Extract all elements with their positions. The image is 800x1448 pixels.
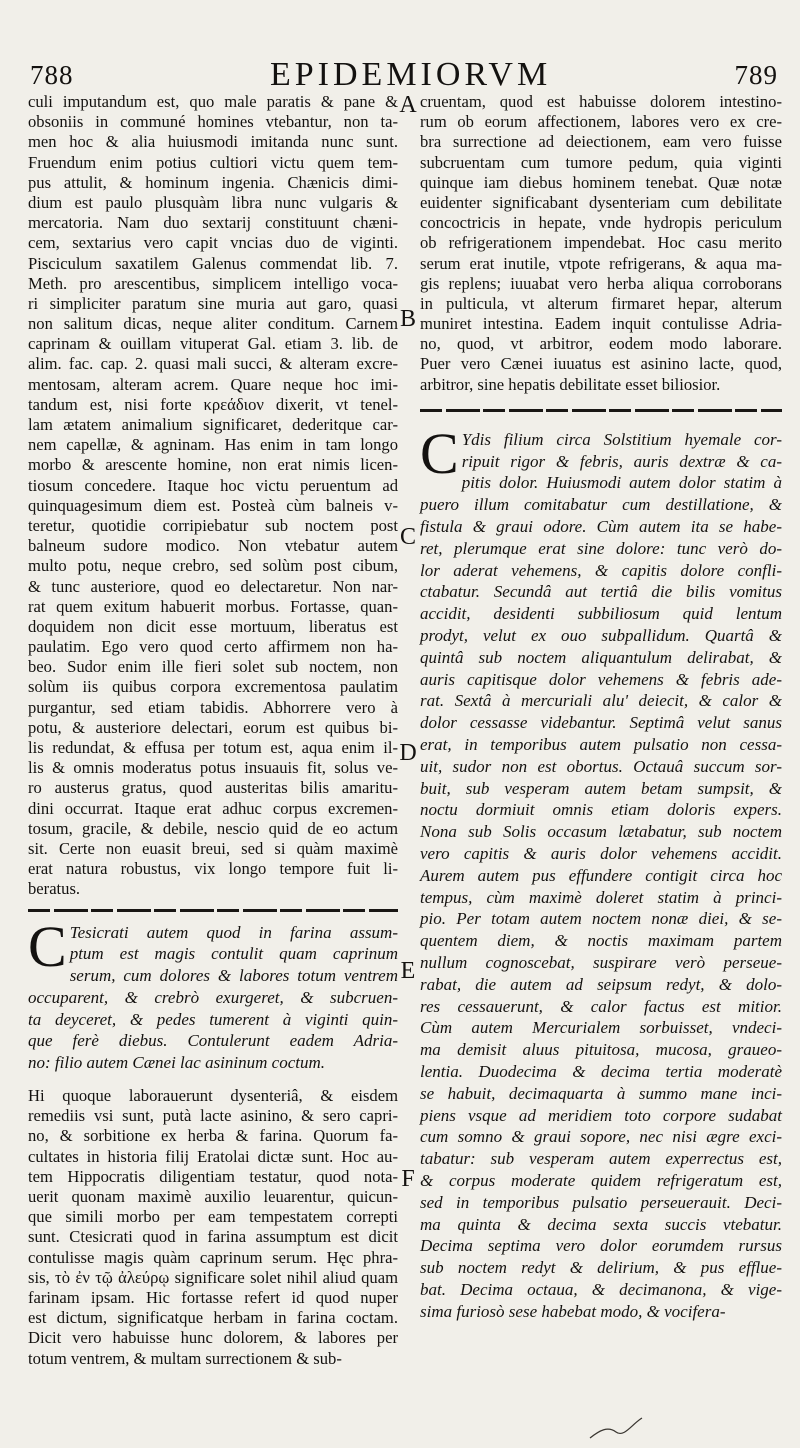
text-line: no, & sorbitione ex herba & farina. Quorum fa- (28, 1126, 398, 1146)
text-line: Decima septima vero dolor eorumdem rursus (420, 1236, 782, 1256)
text-line: doquidem non dicit esse mortuum, liberatus est (28, 616, 398, 636)
text-line: obsoniis in communé homines vtebantur, non ta- (28, 112, 398, 132)
text-line: Aurem autem pus effundere contigit circa hoc (420, 865, 782, 885)
text-line: uit, sudor non est obortus. Octauâ succum sor- (420, 756, 782, 776)
text-line: in pulticula, vt alterum firmaret hepar, alterum (420, 293, 782, 313)
section-divider (28, 900, 398, 922)
text-line: totum ventrem, & multam surrectionem & sub- (28, 1348, 342, 1368)
running-header (30, 56, 778, 96)
text-line: ob refrigerationem impendebat. Hoc casu merito (420, 233, 782, 253)
text-line: erat natura robustus, vix longo tempore fuit li- (28, 859, 398, 879)
text-line: Pisciculum saxatilem Galenus commendat lib. 7. (28, 253, 398, 273)
text-line: euidenter significabant dysenteriam cum debilitate (420, 192, 782, 212)
text-line: no, quod, vt arbitror, eodem modo laborare. (420, 334, 782, 354)
page-number-right: 789 (734, 60, 778, 90)
text-line: sit. Certe non euasit breui, sed si quàm maximè (28, 838, 398, 858)
text-line: no: filio autem Cænei lac asininum coctum. (28, 1053, 325, 1073)
text-line: sima furiosò sese habebat modo, & vocifera- (420, 1301, 726, 1321)
text-line: uerit quonam maximè auxilio leuarentur, quicun- (28, 1187, 398, 1207)
text-line: tabatur: sub vesperam autem experrectus est, (420, 1149, 782, 1169)
text-line: & tunc austeriore, quod eo delectaretur. Non nar- (28, 576, 398, 596)
text-line: alim. fac. cap. 2. quasi mali succi, & alteram excre- (28, 354, 398, 374)
text-line: accidit, desidenti subbiliosum quid lentum (420, 604, 782, 624)
text-line: occuparent, & crebrò exurgeret, & subcruen- (28, 987, 398, 1007)
text-line: tosum, gracile, & debile, nescio quid de eo actum (28, 818, 398, 838)
text-line: Ydis filium circa Solstitium hyemale cor- (461, 429, 782, 449)
text-line: res cessauerunt, & calor factus est mitior. (420, 996, 782, 1016)
text-line: ripuit rigor & febris, auris dextræ & ca- (461, 451, 782, 471)
text-line: Nona sub Solis occasum lætabatur, sub noctem (420, 822, 782, 842)
text-line: ta deyceret, & pedes tumerent à viginti quin- (28, 1009, 398, 1029)
text-line: contulisse magis quàm caprinum serum. Hęc phra- (28, 1247, 398, 1267)
text-line: tandum est, nisi forte κρεάδιον dixerit, vt tenel- (28, 394, 398, 414)
text-line: Hi quoque laborauerunt dysenteriâ, & eisdem (28, 1086, 398, 1106)
text-line: ptum est magis contulit quam caprinum (69, 944, 398, 964)
page-number-left: 788 (30, 60, 74, 90)
text-line: ro austerus gratus, quod austeritas bilis amaritu- (28, 778, 398, 798)
text-line: ma quinta & decima sexta succis vtebatur. (420, 1214, 782, 1234)
text-line: lentia. Duodecima & decima tertia moderatè (420, 1061, 782, 1081)
text-line: bat. Decima octaua, & decimanona, & vige- (420, 1279, 782, 1299)
text-line: solùm iis quibus corpora excrementosa paulatim (28, 677, 398, 697)
text-line: beratus. (28, 879, 81, 899)
text-line: quinque iam diebus hominem tenebat. Quæ notæ (420, 172, 782, 192)
text-line: concoctricis in hepate, vnde hydropis periculum (420, 213, 782, 233)
text-line: buit, sub vesperam autem betam sumpsit, & (420, 778, 782, 798)
text-line: noctu dormiuit omnis etiam doloris expers. (420, 800, 782, 820)
text-line: lis & omnis moderatus potus insuauis fit, solus ve- (28, 758, 398, 778)
text-line: ma demisit aluus pituitosa, mucosa, graueo- (420, 1040, 782, 1060)
text-line: rum ob eorum affectionem, labores vero ex cre- (420, 112, 782, 132)
drop-cap: C (28, 913, 67, 979)
margin-letter-e: E (400, 958, 416, 984)
text-line: ctabatur. Secundâ aut tertiâ die bilis vomitus (420, 582, 782, 602)
text-line: teretur, quotidie corripiebatur sub noctem post (28, 515, 398, 535)
text-line: se habuit, decimaquarta à summo mane inci- (420, 1083, 782, 1103)
text-line: farinam ipsam. Hic fortasse refert id quod nuper (28, 1287, 398, 1307)
text-line: erat, in temporibus autem pulsatio non cessa- (420, 734, 782, 754)
text-line: bra surrectione ad deiectionem, eam vero fuisse (420, 132, 782, 152)
text-line: sub noctem redyt & delirium, & pus effluе- (420, 1258, 782, 1278)
hippocrates-text (420, 420, 782, 1323)
text-line: Cùm autem Mercurialem sorbuisset, vndeci- (420, 1018, 782, 1038)
text-line: tempus, cùm maximè doleret statim à princi- (420, 887, 782, 907)
text-line: beo. Sudor enim ille fieri solet sub noctem, non (28, 657, 398, 677)
text-line: tiosum concedere. Itaque hoc victu peruentum ad (28, 475, 398, 495)
text-line: pus attulit, & hominum ingenia. Chænicis dimi- (28, 172, 398, 192)
text-line: cruentam, quod est habuisse dolorem intestino- (420, 92, 782, 111)
text-line: dini occurrat. Itaque erat adhuc corpus excremen- (28, 798, 398, 818)
section-divider (420, 395, 782, 429)
commentary-paragraph (420, 92, 782, 395)
margin-letter-c: C (399, 524, 416, 550)
text-line: serum, cum dolores & labores totum ventrem (69, 966, 398, 986)
text-line: purgantur, sed etiam tabidis. Abhorrere vero à (28, 697, 398, 717)
commentary-paragraph (28, 1086, 398, 1369)
text-line: rat quem exitum habuerit morbus. Fortasse, quan- (28, 596, 398, 616)
text-line: nullum cognoscebat, suspirare verò perseue- (420, 952, 782, 972)
text-line: Tesicrati autem quod in farina assum- (69, 922, 398, 942)
right-column (420, 92, 782, 1322)
text-line: quinquagesimum diem est. Posteà cùm balneis v- (28, 495, 398, 515)
text-line: sunt. Ctesicrati quod in farina assumptum est dicit (28, 1227, 398, 1247)
text-line: pitis dolor. Huiusmodi autem dolor statim à (461, 473, 782, 493)
text-line: multo potu, neque crebro, sed solùm post cibum, (28, 556, 398, 576)
text-line: vero capitis & auris dolor vehemens accidit. (420, 843, 782, 863)
text-line: cem, sextarius vero capit vncias duo de viginti. (28, 233, 398, 253)
text-line: pio. Per totam autem noctem nonæ diei, & se- (420, 909, 782, 929)
text-line: dolor cessasse videbantur. Septimâ velut sanus (420, 713, 782, 733)
margin-letter-b: B (399, 306, 416, 332)
text-line: caprinam & ouillam vituperat Gal. etiam 3. lib. de (28, 334, 398, 354)
text-line: & corpus moderate quidem refrigeratum est, (420, 1170, 782, 1190)
text-line: prodyt, velut ex ouo subpallidum. Quartâ & (420, 625, 782, 645)
text-line: muniret intestina. Eadem inquit contulisse Adria- (420, 314, 782, 334)
left-column (28, 92, 398, 1369)
text-line: sis, τὸ ἐν τῷ ἀλεύρῳ significare solet nihil aliud quam (28, 1267, 398, 1287)
text-line: mercatoria. Nam duo sextarij constituunt chæni- (28, 213, 398, 233)
ink-mark (586, 1412, 646, 1442)
text-line: ri simpliciter paratum sine muria aut garo, quasi (28, 293, 398, 313)
text-line: puero illum comitabatur cum destillatione, & (420, 495, 782, 515)
text-line: morbo & arescente homine, non erat nimis licen- (28, 455, 398, 475)
text-line: cultates in historia filij Eratolai dictæ sunt. Hoc au- (28, 1146, 398, 1166)
text-line: balneum sudore modico. Non vtebatur autem (28, 536, 398, 556)
text-line: est dictum, significatque herbam in farina coctam. (28, 1308, 398, 1328)
text-line: Meth. pro arescentibus, simplicem intelligo voca- (28, 273, 398, 293)
text-line: rat. Sextâ à mercuriali alu' deiecit, & calor & (420, 691, 782, 711)
commentary-paragraph (28, 92, 398, 900)
text-line: lor aderat vehemens, & capitis dolore confli- (420, 560, 782, 580)
text-line: paulatim. Ego vero quod certo affirmem non ha- (28, 637, 398, 657)
text-line: lam ætatem animalium significaret, dederitque car- (28, 415, 398, 434)
margin-letter-d: D (399, 740, 417, 766)
text-line: potu, & austeriore delectari, eorum est quibus bi- (28, 717, 398, 737)
text-line: sed in temporibus pulsatio perseuerauit. Deci- (420, 1192, 782, 1212)
text-line: men hoc & alia huiusmodi imitanda nunc sunt. (28, 132, 398, 152)
margin-letter-a: A (399, 92, 417, 118)
text-line: Puer vero Cænei iuuatus est asinino lacte, quod, (420, 354, 782, 374)
text-line: fistula & graui odore. Cùm autem ita se habe- (420, 517, 782, 536)
text-line: Fruendum enim potius cultiori victu quem tem- (28, 152, 398, 172)
text-line: que ferè diebus. Contulerunt eadem Adria- (28, 1031, 398, 1051)
text-line: lis redundat, & effusa per totum est, aqua enim il- (28, 738, 398, 757)
text-line: auris capitisque dolor vehemens & febris ade- (420, 669, 782, 689)
text-line: quintâ sub noctem aliquantulum delirabat, & (420, 647, 782, 667)
text-line: nem capellæ, & agninam. Has enim in tam longo (28, 435, 398, 455)
text-line: arbitror, sine hepatis debilitate esset biliosior. (420, 374, 721, 394)
text-line: culi imputandum est, quo male paratis & pane & (28, 92, 398, 111)
text-line: dium est paulo plusquàm libra nunc vulgaris & (28, 192, 398, 212)
text-line: non salitum dicas, neque aliter conditum. Carnem (28, 314, 398, 334)
text-line: tem Hippocratis diligentiam testatur, quod nota- (28, 1166, 398, 1186)
text-line: remediis vsi sunt, putà lacte asinino, & sero capri- (28, 1106, 398, 1126)
text-line: que simili morbo per eam tempestatem correpti (28, 1207, 398, 1227)
text-line: subcruentam cum tumore pedum, quia viginti (420, 152, 782, 172)
text-line: ret, plerumque erat sine dolore: tunc verò do- (420, 538, 782, 558)
text-line: Dicit vero habuisse hunc dolorem, & labores per (28, 1328, 398, 1348)
hippocrates-text (28, 913, 398, 1075)
margin-letter-f: F (401, 1166, 415, 1192)
text-line: piens vsque ad meridiem toto corpore sudabat (420, 1105, 782, 1125)
running-title: EPIDEMIORVM (270, 56, 552, 93)
text-line: quentem diem, & noctis maximam partem (420, 931, 782, 951)
text-line: gis replens; iuuabat vero herba aliqua corroborans (420, 273, 782, 293)
text-line: mentosam, alteram acrem. Quare neque hoc imi- (28, 374, 398, 394)
text-line: cum somno & graui sopore, nec nisi ægre exci- (420, 1127, 782, 1147)
text-line: rabat, die autem ad seipsum redyt, & dolo- (420, 974, 782, 994)
drop-cap: C (420, 420, 459, 486)
text-line: serum erat inutile, vtpote refrigerans, & aqua ma- (420, 253, 782, 273)
